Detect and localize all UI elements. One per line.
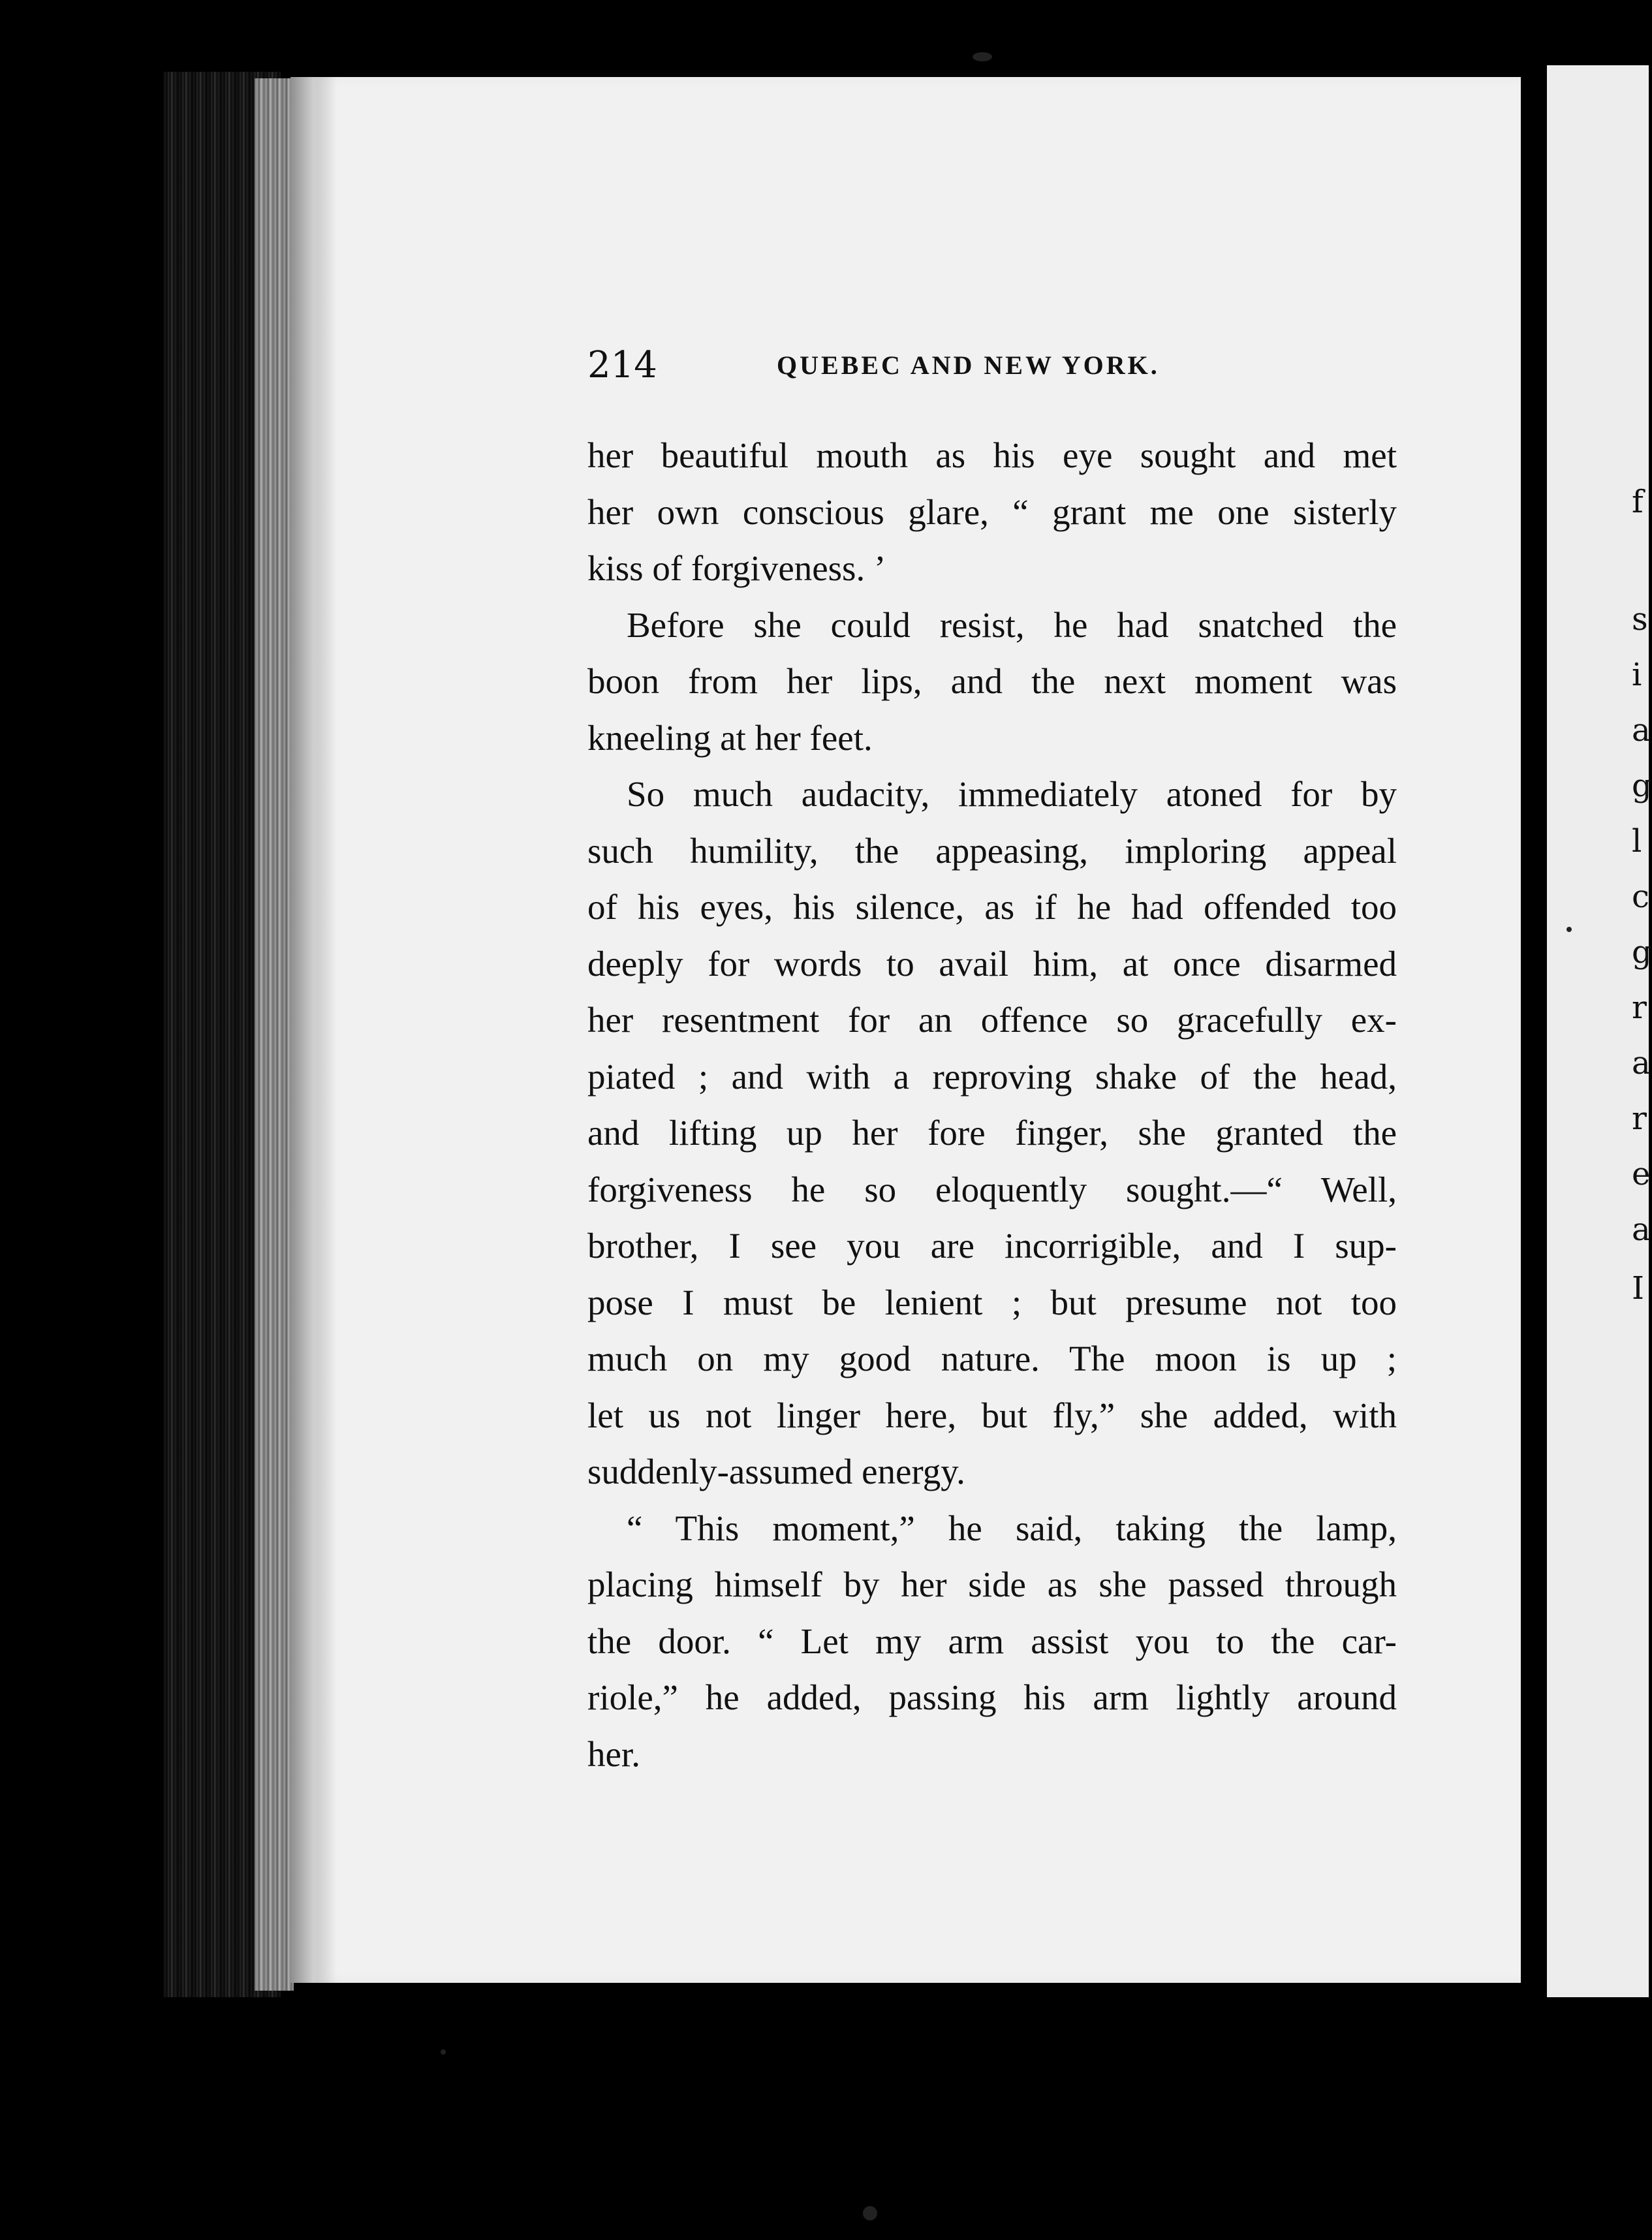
- text-line: such humility, the appeasing, imploring appeal: [587, 830, 1397, 871]
- facing-page-fragment: r: [1632, 989, 1647, 1026]
- text-line: her.: [587, 1734, 640, 1774]
- facing-page-fragment: g: [1632, 934, 1652, 971]
- text-line: of his eyes, his silence, as if he had offended too: [587, 887, 1397, 927]
- scan-speck: [441, 2049, 446, 2055]
- text-line: much on my good nature. The moon is up ;: [587, 1339, 1397, 1378]
- text-line: her beautiful mouth as his eye sought and met: [587, 435, 1397, 475]
- scan-speck: [1566, 927, 1572, 932]
- page-stack-edge: [255, 78, 294, 1991]
- text-line: riole,” he added, passing his arm lightly around: [587, 1677, 1397, 1717]
- facing-page-fragment: a: [1632, 1211, 1651, 1248]
- facing-page-fragment: c: [1632, 879, 1649, 915]
- facing-page-fragment: l: [1632, 823, 1642, 860]
- facing-page-text-fragments: [1632, 0, 1652, 2240]
- text-line: So much audacity, immediately atoned for by: [627, 774, 1397, 814]
- facing-page-fragment: r: [1632, 1100, 1647, 1137]
- text-line: the door. “ Let my arm assist you to the car-: [587, 1621, 1397, 1661]
- text-line: suddenly-assumed energy.: [587, 1452, 965, 1491]
- text-line: placing himself by her side as she passed through: [587, 1564, 1397, 1604]
- text-line: Before she could resist, he had snatched the: [627, 604, 1397, 645]
- scan-speck: [973, 52, 992, 61]
- running-head: [587, 346, 1397, 385]
- text-line: forgiveness he so eloquently sought.—“ Well,: [587, 1169, 1397, 1209]
- page-number: 214: [587, 344, 657, 386]
- text-line: pose I must be lenient ; but presume not too: [587, 1282, 1397, 1322]
- scan-speck: [863, 2206, 877, 2220]
- facing-page-fragment: g: [1632, 768, 1652, 804]
- facing-page-fragment: f: [1632, 484, 1644, 520]
- text-line: boon from her lips, and the next moment was: [587, 661, 1397, 701]
- text-line: deeply for words to avail him, at once disarmed: [587, 943, 1397, 984]
- running-head-title: QUEBEC AND NEW YORK.: [777, 350, 1160, 380]
- facing-page-fragment: i: [1632, 657, 1642, 693]
- text-line: her own conscious glare, “ grant me one sisterly: [587, 491, 1397, 532]
- book-gutter: [1521, 65, 1547, 1997]
- text-line: kneeling at her feet.: [587, 717, 873, 758]
- text-line: let us not linger here, but fly,” she added, with: [587, 1395, 1397, 1435]
- facing-page-fragment: s: [1632, 601, 1648, 638]
- page-gutter-shadow: [290, 77, 336, 1983]
- text-line: her resentment for an offence so gracefully ex-: [587, 1000, 1397, 1040]
- text-line: and lifting up her fore finger, she granted the: [587, 1113, 1397, 1153]
- text-line: brother, I see you are incorrigible, and I sup-: [587, 1226, 1397, 1266]
- text-line: “ This moment,” he said, taking the lamp,: [627, 1508, 1397, 1548]
- facing-page-fragment: a: [1632, 712, 1651, 749]
- text-line: piated ; and with a reproving shake of the head,: [587, 1056, 1397, 1097]
- facing-page-fragment: a: [1632, 1045, 1651, 1081]
- text-line: kiss of forgiveness. ’: [587, 548, 886, 588]
- facing-page-fragment: e: [1632, 1156, 1651, 1192]
- facing-page-fragment: I: [1632, 1270, 1644, 1307]
- body-text: [587, 428, 1397, 1782]
